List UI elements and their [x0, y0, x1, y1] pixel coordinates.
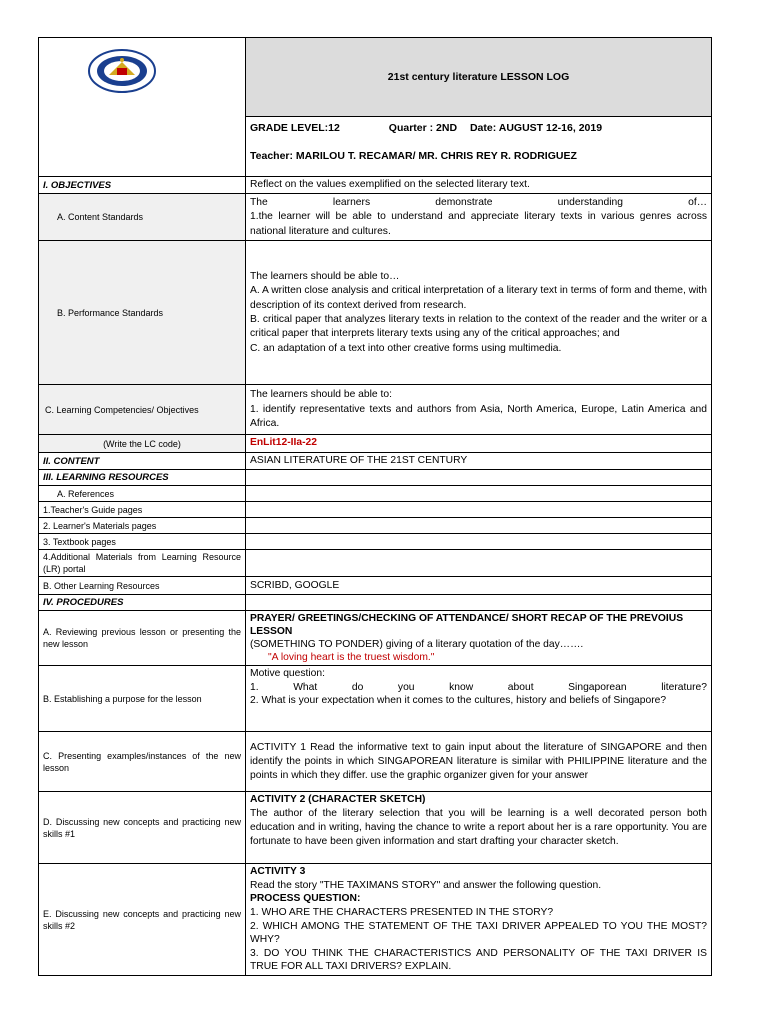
lesson-log: [38, 37, 711, 976]
other-resources-value: SCRIBD, GOOGLE: [246, 577, 712, 595]
lc-code-value: EnLit12-IIa-22: [246, 435, 712, 452]
motive-question-heading: Motive question:: [250, 668, 325, 680]
procedure-a-line2: (SOMETHING TO PONDER) giving of a literary quotation of the day…….: [250, 639, 584, 651]
performance-standards-c: C. an adaptation of a text into other creative forms using multimedia.: [250, 342, 562, 354]
competencies-label: C. Learning Competencies/ Objectives: [39, 385, 246, 435]
performance-standards-intro: The learners should be able to…: [250, 270, 400, 282]
content-standards-text: [246, 194, 712, 241]
teachers-guide-label: 1.Teacher's Guide pages: [39, 502, 246, 518]
content-standards-line1: The learners demonstrate understanding of…: [250, 196, 707, 208]
procedure-e-label: E. Discussing new concepts and practicing new skills #2: [39, 864, 246, 976]
motive-question-1: 1. What do you know about Singaporean literature?: [250, 681, 707, 693]
lc-code-label: (Write the LC code): [39, 435, 246, 452]
learning-resources-label: III. LEARNING RESOURCES: [39, 470, 246, 486]
learners-materials-value: [246, 518, 712, 534]
procedures-label: IV. PROCEDURES: [39, 595, 246, 611]
activity-2-text: The author of the literary selection that you will be learning is a well decorated person both education and in writing, having the chance to write a report about her is a rare opportunity. You are fortunate to have been given information and start drafting your character sketch.: [250, 808, 707, 848]
grade-level: GRADE LEVEL:12: [250, 122, 340, 134]
process-question-2: 2. WHICH AMONG THE STATEMENT OF THE TAXI DRIVER APPEALED TO YOU THE MOST? WHY?: [250, 920, 707, 946]
motive-question-2: 2. What is your expectation when it comes to the cultures, history and beliefs of Singapore?: [250, 695, 667, 707]
textbook-value: [246, 534, 712, 550]
additional-materials-value: [246, 550, 712, 577]
objectives-text: Reflect on the values exemplified on the selected literary text.: [246, 177, 712, 194]
performance-standards-b: B. critical paper that analyzes literary texts in relation to the context of the reader and the writer or a critical paper that interprets literary texts using any of the critical approaches; and: [250, 313, 707, 340]
quote-of-the-day: "A loving heart is the truest wisdom.": [268, 652, 435, 664]
date: Date: AUGUST 12-16, 2019: [469, 122, 603, 134]
content-standards-line2: 1.the learner will be able to understand and appreciate literary texts in various genres across national literature and cultures.: [250, 211, 707, 237]
activity-2-heading: ACTIVITY 2 (CHARACTER SKETCH): [250, 794, 426, 806]
activity-3-instruction: Read the story "THE TAXIMANS STORY" and answer the following question.: [250, 879, 602, 891]
procedure-e-text: [246, 864, 712, 976]
process-question-1: 1. WHO ARE THE CHARACTERS PRESENTED IN THE STORY?: [250, 907, 554, 918]
textbook-label: 3. Textbook pages: [39, 534, 246, 550]
lesson-log-table: [38, 37, 712, 976]
competencies-intro: The learners should be able to:: [250, 389, 392, 401]
references-value: [246, 486, 712, 502]
procedure-a-label: A. Reviewing previous lesson or presenting the new lesson: [39, 611, 246, 666]
procedure-d-label: D. Discussing new concepts and practicing new skills #1: [39, 792, 246, 864]
procedure-a-line1: PRAYER/ GREETINGS/CHECKING OF ATTENDANCE/ SHORT RECAP OF THE PREVOIUS LESSON: [250, 613, 684, 638]
performance-standards-a: A. A written close analysis and critical interpretation of a literary text in terms of form and theme, with description of its context derived from research.: [250, 285, 707, 311]
teachers-guide-value: [246, 502, 712, 518]
learning-resources-value: [246, 470, 712, 486]
activity-3-heading: ACTIVITY 3: [250, 866, 306, 878]
content-standards-label: A. Content Standards: [39, 194, 246, 241]
procedure-c-text: ACTIVITY 1 Read the informative text to gain input about the literature of SINGAPORE and then identify the points in which SINGAPOREAN literature is similar with PHILIPPINE literature and the points in which they differ. use the graphic organizer given for your answer: [246, 732, 712, 792]
objectives-label: I. OBJECTIVES: [39, 177, 246, 194]
references-label: A. References: [39, 486, 246, 502]
deped-seal-icon: [87, 48, 157, 94]
procedure-d-text: [246, 792, 712, 864]
additional-materials-label: 4.Additional Materials from Learning Resource (LR) portal: [39, 550, 246, 577]
competencies-item: 1. identify representative texts and authors from Asia, North America, Europe, Latin America and Africa.: [250, 403, 707, 430]
quarter: Quarter : 2ND: [388, 122, 458, 134]
process-question-3: 3. DO YOU THINK THE CHARACTERISTICS AND PERSONALITY OF THE TAXI DRIVER IS TRUE FOR ALL TAXI DRIVERS? EXPLAIN.: [250, 947, 707, 973]
performance-standards-label: B. Performance Standards: [39, 241, 246, 385]
deped-seal-cell: [39, 38, 246, 177]
other-resources-label: B. Other Learning Resources: [39, 577, 246, 595]
process-question-heading: PROCESS QUESTION:: [250, 893, 361, 905]
log-title: 21st century literature LESSON LOG: [246, 38, 712, 117]
performance-standards-text: [246, 241, 712, 385]
procedure-c-label: C. Presenting examples/instances of the new lesson: [39, 732, 246, 792]
content-label: II. CONTENT: [39, 452, 246, 469]
procedure-b-label: B. Establishing a purpose for the lesson: [39, 666, 246, 732]
procedures-value: [246, 595, 712, 611]
procedure-b-text: [246, 666, 712, 732]
learners-materials-label: 2. Learner's Materials pages: [39, 518, 246, 534]
teacher: Teacher: MARILOU T. RECAMAR/ MR. CHRIS REY R. RODRIGUEZ: [250, 150, 577, 162]
procedure-a-text: [246, 611, 712, 666]
log-meta: [246, 117, 712, 177]
competencies-text: [246, 385, 712, 435]
content-value: ASIAN LITERATURE OF THE 21ST CENTURY: [246, 452, 712, 469]
